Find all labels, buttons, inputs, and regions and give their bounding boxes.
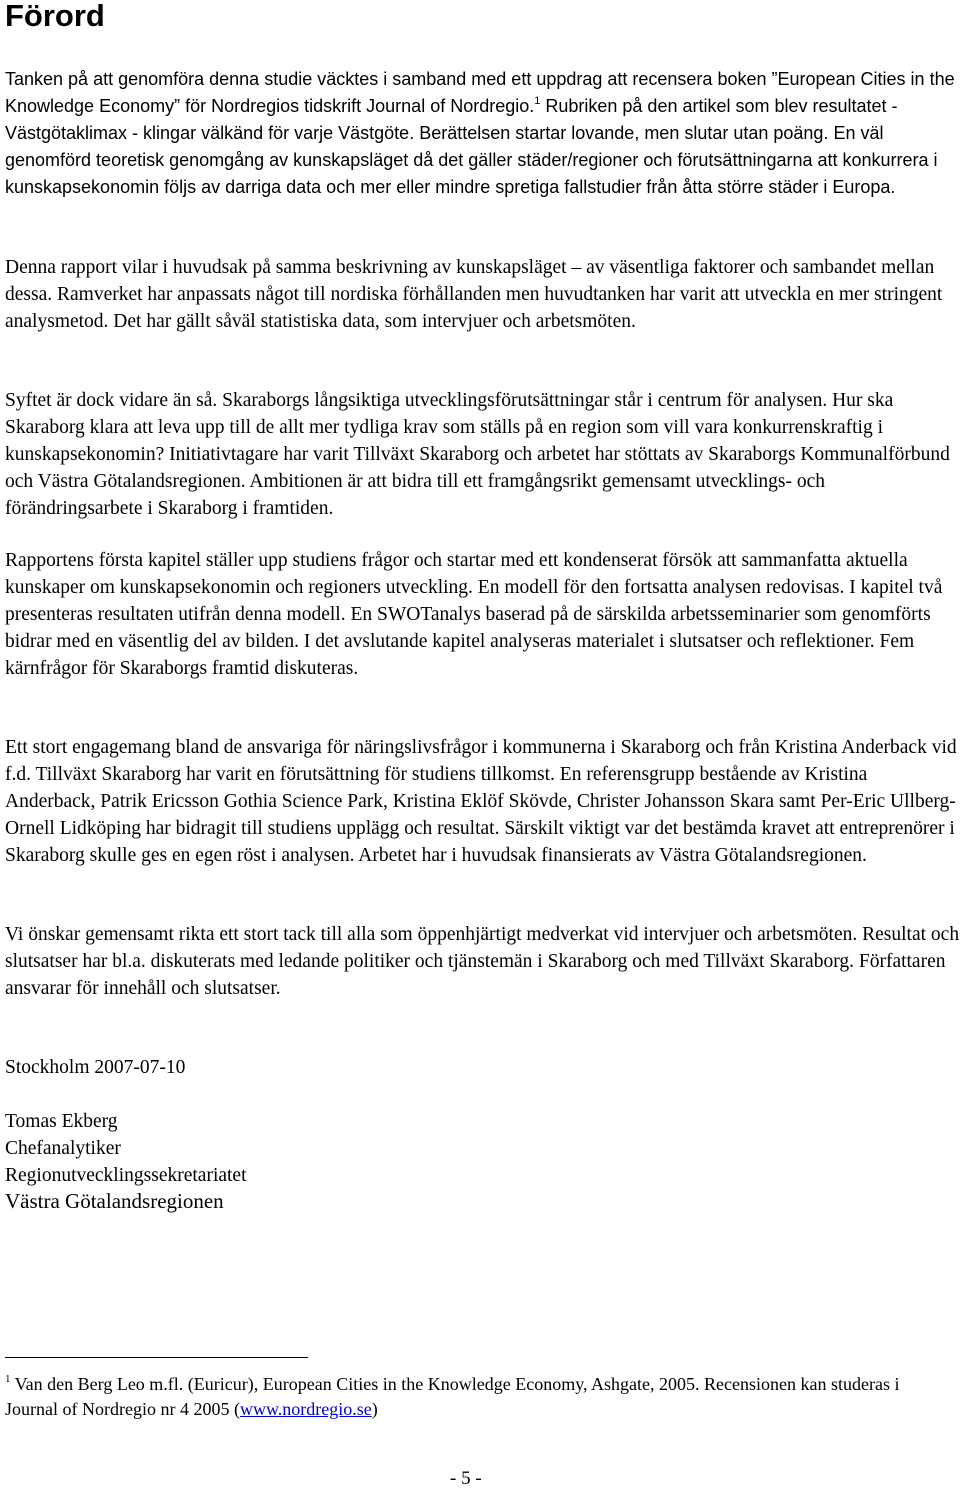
footnote-link[interactable]: www.nordregio.se [239,1399,372,1419]
intro-text-start: Tanken på att genomföra denna studie väcktes i samband med ett uppdrag att recensera boken ”European Cities in the Knowledge Economy” för Nordregios tidskrift Journal of Nordregio. [5,69,955,116]
footnote-end: ) [371,1399,378,1419]
paragraph-structure: Rapportens första kapitel ställer upp studiens frågor och startar med ett kondenserat försök att sammanfatta aktuella kunskaper om kunskapsekonomin och regioners utveckling. En modell för den fortsatta analysen redovisas. I kapitel två presenteras resultaten utifrån denna modell. En SWOTanalys baserad på de särskilda arbetsseminarier som genomförts bidrar med en väsentlig del av bilden. I det avslutande kapitel analyseras materialet i slutsatser och reflektioner. Fem kärnfrågor för Skaraborgs framtid diskuteras. [5,550,943,679]
paragraph-intro [5,66,960,201]
paragraph-acknowledgements: Ett stort engagemang bland de ansvariga för näringslivsfrågor i kommunerna i Skaraborg och från Kristina Anderback vid f.d. Tillväxt Skaraborg har varit en förutsättning för studiens tillkomst. En referensgrupp bestående av Kristina Anderback, Patrik Ericsson Gothia Science Park, Kristina Eklöf Skövde, Christer Johansson Skara samt Per-Eric Ullberg-Ornell Lidköping har bidragit till studiens upplägg och resultat. Särskilt viktigt var det bestämda kravet att entreprenörer i Skaraborg skulle ges en egen röst i analysen. Arbetet har i huvudsak finansierats av Västra Götalandsregionen. [5,737,957,866]
signature-place-date: Stockholm 2007-07-10 [5,1057,186,1078]
signature-name: Tomas Ekberg [5,1111,118,1132]
signature-title: Chefanalytiker [5,1138,121,1159]
footnote [5,1372,955,1422]
footnote-text: Van den Berg Leo m.fl. (Euricur), European Cities in the Knowledge Economy, Ashgate, 2005. Recensionen kan studeras i Journal of Nordregio nr 4 2005 ( [5,1374,900,1419]
signature-organization: Västra Götalandsregionen [5,1189,224,1213]
signature-department: Regionutvecklingssekretariatet [5,1165,247,1186]
paragraph-purpose: Syftet är dock vidare än så. Skaraborgs långsiktiga utvecklingsförutsättningar står i centrum för analysen. Hur ska Skaraborg klara att leva upp till de allt mer tydliga krav som ställs på en region som vill vara konkurrenskraftig i kunskapsekonomin? Initiativtagare har varit Tillväxt Skaraborg och arbetet har stöttats av Skaraborgs Kommunalförbund och Västra Götalandsregionen. Ambitionen är att bidra till ett framgångsrikt gemensamt utvecklings- och förändringsarbete i Skaraborg i framtiden. [5,390,950,519]
page-title: Förord [5,0,105,33]
paragraph-framework: Denna rapport vilar i huvudsak på samma beskrivning av kunskapsläget – av väsentliga faktorer och sambandet mellan dessa. Ramverket har anpassats något till nordiska förhållanden men huvudtanken har varit att utveckla en mer stringent analysmetod. Det har gällt såväl statistiska data, som intervjuer och arbetsmöten. [5,257,943,332]
footnote-reference: 1 [534,95,541,107]
paragraph-thanks: Vi önskar gemensamt rikta ett stort tack till alla som öppenhjärtigt medverkat vid intervjuer och arbetsmöten. Resultat och slutsatser har bl.a. diskuterats med ledande politiker och tjänstemän i Skaraborg och med Tillväxt Skaraborg. Författaren ansvarar för innehåll och slutsatser. [5,924,960,999]
page-number: - 5 - [450,1468,482,1489]
footnote-separator [5,1357,308,1358]
footnote-number: 1 [5,1373,11,1385]
intro-text-end: Rubriken på den artikel som blev resultatet - Västgötaklimax - klingar välkänd för varje Västgöte. Berättelsen startar lovande, men slutar utan poäng. En väl genomförd teoretisk genomgång av kunskapsläget då det gäller städer/regioner och förutsättningarna att konkurrera i kunskapsekonomin följs av darriga data och mer eller mindre spretiga fallstudier från åtta större städer i Europa. [5,96,938,197]
